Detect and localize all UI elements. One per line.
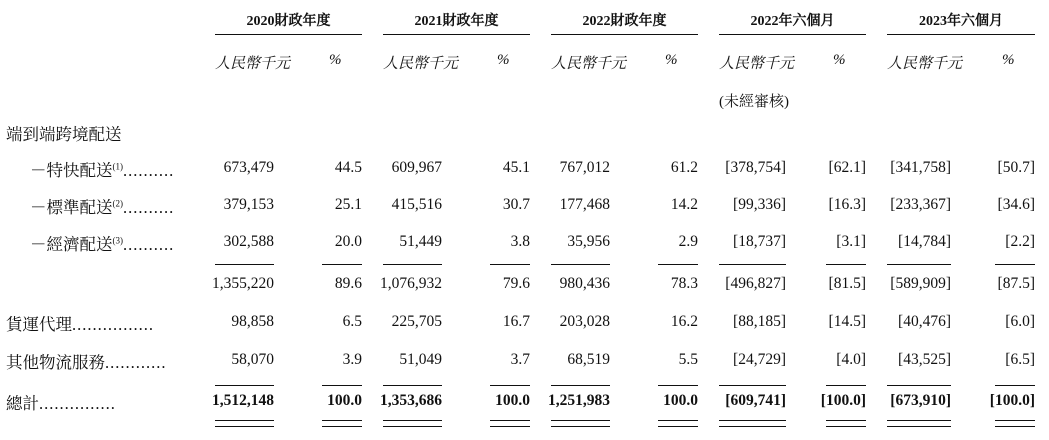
unit-pct-2: % <box>665 52 678 68</box>
unit-pct-4: % <box>1002 52 1015 68</box>
table-cell: 45.1 <box>502 159 530 176</box>
subtotal-rule-amt-0 <box>215 264 274 265</box>
table-cell: [99,336] <box>733 196 786 213</box>
table-cell: 35,956 <box>567 233 610 250</box>
period-header-4: 2023年六個月 <box>919 14 1003 29</box>
table-cell: 609,967 <box>391 159 442 176</box>
subtotal-rule-pct-4 <box>995 264 1035 265</box>
table-cell: 78.3 <box>670 275 698 292</box>
total-rule-pct-0 <box>322 385 362 386</box>
table-cell: 68,519 <box>567 351 610 368</box>
row-label-text: 總計 <box>6 394 39 413</box>
table-cell: 203,028 <box>559 313 610 330</box>
table-cell: 25.1 <box>334 196 362 213</box>
total-rule-amt-2 <box>551 385 610 386</box>
table-cell: 767,012 <box>559 159 610 176</box>
table-cell: 1,251,983 <box>548 392 610 409</box>
table-cell: 302,588 <box>223 233 274 250</box>
leader-dots: ............... <box>39 394 116 413</box>
table-cell: 61.2 <box>670 159 698 176</box>
table-cell: [4.0] <box>836 351 866 368</box>
footnote-marker: (1) <box>112 161 123 172</box>
footnote-marker: (2) <box>112 198 123 209</box>
table-cell: [341,758] <box>890 159 951 176</box>
total-double-rule-amt-2 <box>551 420 610 427</box>
period-underline-4 <box>887 34 1035 35</box>
total-rule-pct-1 <box>490 385 530 386</box>
total-rule-amt-4 <box>887 385 951 386</box>
leader-dots: ................ <box>72 315 154 334</box>
table-cell: 1,355,220 <box>212 275 274 292</box>
subtotal-rule-amt-1 <box>383 264 442 265</box>
leader-dots: ............ <box>105 353 167 372</box>
subtotal-rule-pct-0 <box>322 264 362 265</box>
row-label-text: －標準配送 <box>30 198 113 217</box>
table-cell: [100.0] <box>989 392 1035 409</box>
period-header-0: 2020財政年度 <box>246 14 331 29</box>
unit-pct-0: % <box>329 52 342 68</box>
table-cell: [14.5] <box>828 313 866 330</box>
table-cell: [88,185] <box>733 313 786 330</box>
leader-dots: .......... <box>123 235 175 254</box>
table-cell: 1,512,148 <box>212 392 274 409</box>
row-label <box>30 231 174 255</box>
period-header-1: 2021財政年度 <box>414 14 499 29</box>
row-label <box>30 194 174 218</box>
period-underline-2 <box>551 34 698 35</box>
row-label-text: 其他物流服務 <box>6 353 105 372</box>
table-cell: 16.7 <box>502 313 530 330</box>
unit-currency-3: 人民幣千元 <box>719 56 795 72</box>
table-cell: [100.0] <box>820 392 866 409</box>
row-label-text: 貨運代理 <box>6 315 72 334</box>
period-underline-3 <box>719 34 866 35</box>
total-rule-pct-2 <box>658 385 698 386</box>
table-cell: 673,479 <box>223 159 274 176</box>
table-cell: [6.0] <box>1005 313 1035 330</box>
table-cell: [40,476] <box>898 313 951 330</box>
table-cell: 415,516 <box>391 196 442 213</box>
row-label <box>6 311 154 335</box>
table-cell: [378,754] <box>725 159 786 176</box>
subtotal-rule-pct-3 <box>826 264 866 265</box>
table-cell: [18,737] <box>733 233 786 250</box>
table-cell: [34.6] <box>997 196 1035 213</box>
total-rule-amt-0 <box>215 385 274 386</box>
table-cell: 51,449 <box>399 233 442 250</box>
unit-pct-1: % <box>497 52 510 68</box>
table-cell: 100.0 <box>495 392 530 409</box>
total-double-rule-pct-3 <box>826 420 866 427</box>
total-double-rule-amt-3 <box>719 420 786 427</box>
period-header-3: 2022年六個月 <box>750 14 835 29</box>
subtotal-rule-pct-2 <box>658 264 698 265</box>
table-cell: 51,049 <box>399 351 442 368</box>
total-double-rule-pct-2 <box>658 420 698 427</box>
total-rule-amt-3 <box>719 385 786 386</box>
table-cell: 2.9 <box>678 233 698 250</box>
table-cell: 225,705 <box>391 313 442 330</box>
unit-currency-4: 人民幣千元 <box>887 56 963 72</box>
table-cell: [16.3] <box>828 196 866 213</box>
table-cell: 3.9 <box>342 351 362 368</box>
total-double-rule-pct-1 <box>490 420 530 427</box>
table-cell: [24,729] <box>733 351 786 368</box>
table-cell: [233,367] <box>890 196 951 213</box>
period-header-2: 2022財政年度 <box>582 14 667 29</box>
row-label <box>6 349 167 373</box>
table-cell: [14,784] <box>898 233 951 250</box>
table-cell: 58,070 <box>231 351 274 368</box>
table-cell: 20.0 <box>334 233 362 250</box>
table-cell: 44.5 <box>334 159 362 176</box>
unit-currency-1: 人民幣千元 <box>383 56 459 72</box>
table-cell: 100.0 <box>663 392 698 409</box>
table-cell: [609,741] <box>725 392 786 409</box>
table-cell: [6.5] <box>1005 351 1035 368</box>
table-cell: [673,910] <box>890 392 951 409</box>
table-cell: 379,153 <box>223 196 274 213</box>
row-label-text: －經濟配送 <box>30 235 113 254</box>
table-cell: 1,353,686 <box>380 392 442 409</box>
table-cell: 98,858 <box>231 313 274 330</box>
table-cell: [589,909] <box>890 275 951 292</box>
table-cell: [62.1] <box>828 159 866 176</box>
total-double-rule-amt-0 <box>215 420 274 427</box>
table-cell: 89.6 <box>334 275 362 292</box>
unit-currency-2: 人民幣千元 <box>551 56 627 72</box>
table-cell: 16.2 <box>670 313 698 330</box>
subtotal-rule-amt-3 <box>719 264 786 265</box>
footnote-marker: (3) <box>112 235 123 246</box>
table-cell: 1,076,932 <box>380 275 442 292</box>
table-cell: [496,827] <box>725 275 786 292</box>
row-label <box>30 157 174 181</box>
subtotal-rule-amt-2 <box>551 264 610 265</box>
section-title: 端到端跨境配送 <box>6 125 122 144</box>
total-double-rule-amt-4 <box>887 420 951 427</box>
table-cell: 6.5 <box>342 313 362 330</box>
row-label <box>6 390 116 414</box>
period-underline-1 <box>383 34 530 35</box>
table-cell: 30.7 <box>502 196 530 213</box>
table-cell: 3.8 <box>510 233 530 250</box>
table-cell: 177,468 <box>559 196 610 213</box>
period-underline-0 <box>215 34 362 35</box>
table-cell: [3.1] <box>836 233 866 250</box>
total-double-rule-amt-1 <box>383 420 442 427</box>
table-cell: [87.5] <box>997 275 1035 292</box>
table-cell: 79.6 <box>502 275 530 292</box>
total-rule-amt-1 <box>383 385 442 386</box>
table-cell: 3.7 <box>510 351 530 368</box>
total-rule-pct-3 <box>826 385 866 386</box>
row-label-text: －特快配送 <box>30 161 113 180</box>
total-double-rule-pct-4 <box>995 420 1035 427</box>
table-cell: 980,436 <box>559 275 610 292</box>
subtotal-rule-amt-4 <box>887 264 951 265</box>
table-cell: [50.7] <box>997 159 1035 176</box>
subtotal-rule-pct-1 <box>490 264 530 265</box>
total-double-rule-pct-0 <box>322 420 362 427</box>
table-cell: [2.2] <box>1005 233 1035 250</box>
table-cell: 100.0 <box>327 392 362 409</box>
leader-dots: .......... <box>123 198 175 217</box>
table-cell: [81.5] <box>828 275 866 292</box>
unaudited-note: (未經審核) <box>719 94 789 110</box>
table-cell: 14.2 <box>670 196 698 213</box>
unit-pct-3: % <box>833 52 846 68</box>
total-rule-pct-4 <box>995 385 1035 386</box>
leader-dots: .......... <box>123 161 175 180</box>
table-cell: [43,525] <box>898 351 951 368</box>
table-cell: 5.5 <box>678 351 698 368</box>
unit-currency-0: 人民幣千元 <box>215 56 291 72</box>
